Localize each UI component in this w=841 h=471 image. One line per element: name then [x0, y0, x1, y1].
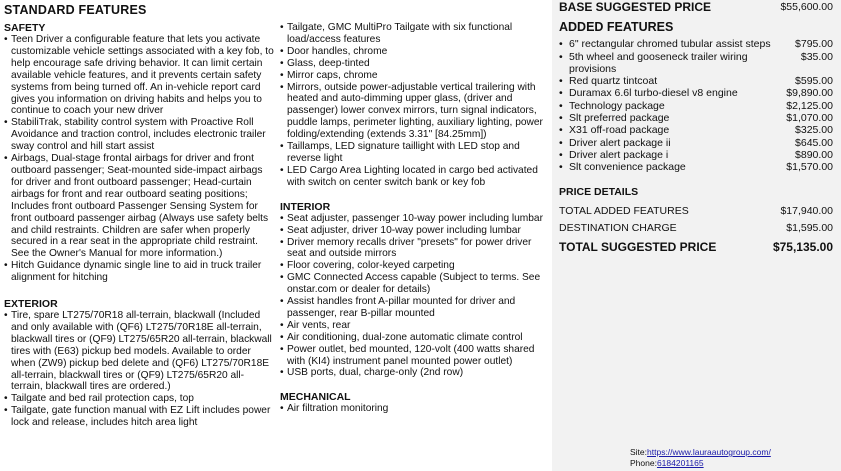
price-details-heading: PRICE DETAILS — [559, 185, 639, 198]
total-price-row — [552, 241, 841, 253]
added-feature-price: $795.00 — [795, 38, 833, 51]
site-line — [630, 447, 771, 458]
phone-line — [630, 458, 771, 469]
list-item: • Air conditioning, dual-zone automatic climate control — [280, 332, 548, 344]
list-item: • Tire, spare LT275/70R18 all-terrain, blackwall (Included and only available with (QF6) LT275/70R18E all-terrain, blackwall tires or (QF9) LT275/65R20 all-terrain, blackwall tires with (E63) pickup bed models. Available to order when (ZW9) pickup bed delete and (QF6) LT275/70R18E all-terrain, blackwall tires or (QF9) LT275/65R20 all-terrain, blackwall tires are ordered.) — [4, 310, 274, 393]
site-label: Site: — [630, 447, 648, 457]
list-item: • Power outlet, bed mounted, 120-volt (400 watts shared with (KI4) instrument panel mounted power outlet) — [280, 344, 548, 368]
list-item: • StabiliTrak, stability control system with Proactive Roll Avoidance and traction control, includes electronic trailer sway control and hill start assist — [4, 117, 274, 153]
base-price-label: BASE SUGGESTED PRICE — [559, 0, 712, 14]
total-price-value: $75,135.00 — [772, 240, 833, 255]
list-item: • Tailgate and bed rail protection caps, top — [4, 393, 274, 405]
interior-list — [280, 213, 548, 380]
list-item — [552, 100, 841, 112]
list-item: • Floor covering, color-keyed carpeting — [280, 260, 548, 272]
exterior-list — [4, 310, 274, 429]
phone-link[interactable]: 6184201165 — [656, 458, 704, 468]
interior-heading: INTERIOR — [280, 200, 331, 213]
added-feature-price: $1,070.00 — [786, 112, 833, 125]
standard-features-column-middle — [280, 0, 548, 415]
added-feature-price: $325.00 — [795, 124, 833, 137]
added-feature-label: • 5th wheel and gooseneck trailer wiring provisions — [559, 51, 759, 76]
list-item: • GMC Connected Access capable (Subject to terms. See onstar.com or dealer for details) — [280, 272, 548, 296]
list-item: • Teen Driver a configurable feature that lets you activate customizable vehicle settings associated with a key fob, to help encourage safe driving behavior. It can limit certain available vehicle features, and it prevents certain safety systems from being turned off. An in-vehicle report card gives you information on driving habits and helps you to continue to coach your new driver — [4, 34, 274, 117]
list-item: • Seat adjuster, passenger 10-way power including lumbar — [280, 213, 548, 225]
list-item: • Air vents, rear — [280, 320, 548, 332]
added-feature-price: $2,125.00 — [786, 99, 833, 112]
list-item: • Air filtration monitoring — [280, 403, 548, 415]
added-feature-label: • 6" rectangular chromed tubular assist steps — [559, 38, 771, 50]
added-feature-price: $645.00 — [795, 136, 833, 149]
added-features-heading: ADDED FEATURES — [559, 20, 674, 35]
list-item: • Airbags, Dual-stage frontal airbags for driver and front outboard passenger; Seat-mounted side-impact airbags for driver and front outboard passenger; Head-curtain airbags for front and rear outboard seating positions; Includes front outboard Passenger Sensing System for front outboard passenger airbag (Always use safety belts and child restraints. Children are safer when properly secured in a rear seat in the appropriate child restraint. See the Owner's Manual for more information.) — [4, 153, 274, 260]
list-item: • Glass, deep-tinted — [280, 58, 548, 70]
standard-features-column-left — [4, 0, 274, 429]
added-feature-label: • Slt convenience package — [559, 161, 686, 173]
added-feature-label: • Driver alert package ii — [559, 137, 671, 149]
safety-list — [4, 34, 274, 284]
safety-heading: SAFETY — [4, 22, 46, 34]
added-feature-label: • Slt preferred package — [559, 112, 669, 124]
total-price-label: TOTAL SUGGESTED PRICE — [559, 240, 717, 255]
added-feature-label: • Duramax 6.6l turbo-diesel v8 engine — [559, 87, 738, 99]
destination-label: DESTINATION CHARGE — [559, 221, 677, 234]
added-feature-label: • Red quartz tintcoat — [559, 75, 657, 87]
mechanical-heading: MECHANICAL — [280, 391, 351, 404]
destination-value: $1,595.00 — [786, 221, 833, 234]
list-item: • LED Cargo Area Lighting located in cargo bed activated with switch on center switch bank or key fob — [280, 165, 548, 189]
list-item: • Assist handles front A-pillar mounted for driver and passenger, rear B-pillar mounted — [280, 296, 548, 320]
added-feature-label: • Technology package — [559, 100, 665, 112]
list-item: • Door handles, chrome — [280, 46, 548, 58]
list-item: • Tailgate, GMC MultiPro Tailgate with six functional load/access features — [280, 22, 548, 46]
exterior-heading: EXTERIOR — [4, 298, 58, 311]
list-item: • Seat adjuster, driver 10-way power including lumbar — [280, 225, 548, 237]
added-feature-price: $35.00 — [800, 50, 833, 63]
added-feature-price: $9,890.00 — [786, 87, 833, 100]
list-item: • Driver memory recalls driver "presets" for power driver seat and outside mirrors — [280, 237, 548, 261]
list-item — [552, 38, 841, 50]
mechanical-list — [280, 403, 548, 415]
list-item: • Tailgate, gate function manual with EZ Lift includes power lock and release, includes hitch area light — [4, 405, 274, 429]
list-item — [552, 124, 841, 136]
list-item: • USB ports, dual, charge-only (2nd row) — [280, 367, 548, 379]
total-added-row — [552, 205, 841, 217]
destination-row — [552, 222, 841, 234]
added-feature-price: $1,570.00 — [786, 161, 833, 174]
added-feature-price: $890.00 — [795, 148, 833, 161]
phone-label: Phone: — [630, 458, 657, 468]
added-features-list — [552, 38, 841, 173]
list-item — [552, 75, 841, 87]
site-link[interactable]: https://www.lauraautogroup.com/ — [647, 447, 771, 457]
list-item: • Taillamps, LED signature taillight with LED stop and reverse light — [280, 141, 548, 165]
dealer-contact — [630, 447, 771, 469]
list-item — [552, 137, 841, 149]
list-item — [552, 51, 841, 76]
list-item: • Hitch Guidance dynamic single line to aid in truck trailer alignment for hitching — [4, 260, 274, 284]
added-feature-label: • Driver alert package i — [559, 149, 668, 161]
total-added-value: $17,940.00 — [780, 204, 833, 217]
pricing-panel — [552, 0, 841, 471]
list-item: • Mirror caps, chrome — [280, 70, 548, 82]
list-item — [552, 87, 841, 99]
list-item — [552, 149, 841, 161]
added-feature-price: $595.00 — [795, 75, 833, 88]
list-item — [552, 112, 841, 124]
list-item — [552, 161, 841, 173]
base-price-row — [552, 0, 841, 13]
base-price-value: $55,600.00 — [780, 1, 833, 13]
list-item: • Mirrors, outside power-adjustable vertical trailering with heated and auto-dimming upper glass, (driver and passenger) lower convex mirrors, turn signal indicators, puddle lamps, perimeter lighting, auxiliary lighting, power folding/extending (extends 3.31" [84.25mm]) — [280, 82, 548, 142]
standard-features-title: STANDARD FEATURES — [4, 3, 147, 17]
added-feature-label: • X31 off-road package — [559, 124, 669, 136]
total-added-label: TOTAL ADDED FEATURES — [559, 204, 689, 217]
exterior-continued-list — [280, 22, 548, 189]
